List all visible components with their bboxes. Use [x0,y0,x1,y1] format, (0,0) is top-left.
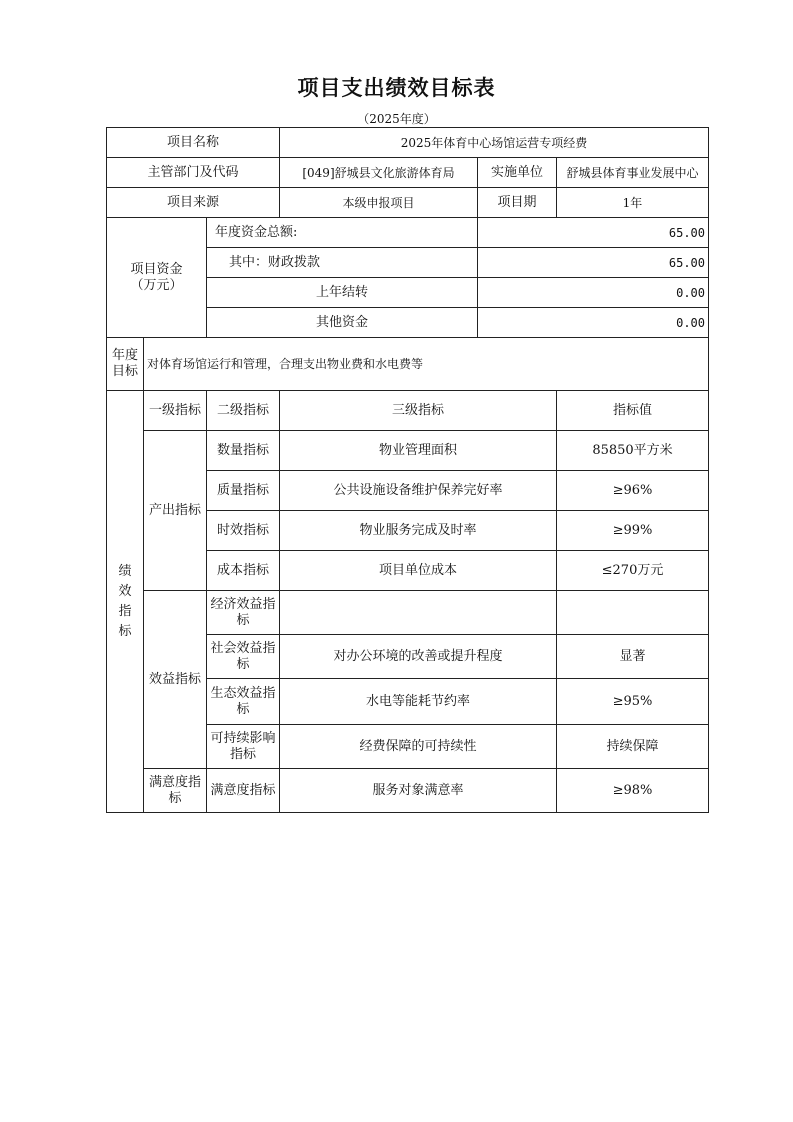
goal-label-line: 目标 [111,364,138,379]
indicator-value: ≥96% [557,471,709,511]
project-name-label: 项目名称 [107,128,280,158]
output-indicator-label: 产出指标 [144,431,207,591]
funds-row-name: 上年结转 [207,278,478,308]
funds-row-name: 年度资金总额: [207,218,478,248]
l3-indicator: 项目单位成本 [280,551,557,591]
l2-indicator: 生态效益指标 [207,679,280,725]
l2-indicator: 经济效益指标 [207,591,280,635]
perf-label-char: 标 [118,623,132,639]
l3-indicator: 对办公环境的改善或提升程度 [280,635,557,679]
l2-indicator: 数量指标 [207,431,280,471]
perf-label-cell [107,391,144,813]
funds-row-value: 0.00 [478,308,709,338]
fiscal-year: （2025年度） [357,112,436,126]
funds-row-name: 其他资金 [207,308,478,338]
funds-row-name: 其中：财政拨款 [207,248,478,278]
project-name-value: 2025年体育中心场馆运营专项经费 [280,128,709,158]
performance-target-table [106,127,709,813]
l3-indicator: 物业管理面积 [280,431,557,471]
funds-label: 项目资金 [130,261,183,277]
l2-indicator: 质量指标 [207,471,280,511]
header-l1: 一级指标 [144,391,207,431]
l3-indicator: 水电等能耗节约率 [280,679,557,725]
period-label: 项目期 [478,188,557,218]
l2-indicator: 成本指标 [207,551,280,591]
l3-indicator [280,591,557,635]
indicator-value: ≥95% [557,679,709,725]
perf-label-char: 效 [118,583,132,599]
funds-row-value: 65.00 [478,218,709,248]
page-title: 项目支出绩效目标表 [297,76,496,100]
dept-label: 主管部门及代码 [107,158,280,188]
goal-label-line: 年度 [111,348,138,363]
funds-row-value: 0.00 [478,278,709,308]
period-value: 1年 [557,188,709,218]
perf-label-char: 绩 [118,563,132,579]
l2-indicator: 可持续影响指标 [207,725,280,769]
dept-value: [049]舒城县文化旅游体育局 [280,158,478,188]
impl-unit-value: 舒城县体育事业发展中心 [557,158,709,188]
impl-unit-label: 实施单位 [478,158,557,188]
l3-indicator: 服务对象满意率 [280,769,557,813]
indicator-value: ≥98% [557,769,709,813]
funds-unit: （万元） [130,277,183,293]
l2-indicator: 时效指标 [207,511,280,551]
indicator-value: ≤270万元 [557,551,709,591]
indicator-value: 85850平方米 [557,431,709,471]
perf-label-char: 指 [118,603,132,619]
header-value: 指标值 [557,391,709,431]
funds-row-value: 65.00 [478,248,709,278]
source-label: 项目来源 [107,188,280,218]
goal-text: 对体育场馆运行和管理，合理支出物业费和水电费等 [144,338,709,391]
indicator-value: ≥99% [557,511,709,551]
l2-indicator: 社会效益指标 [207,635,280,679]
l3-indicator: 物业服务完成及时率 [280,511,557,551]
benefit-indicator-label: 效益指标 [144,591,207,769]
source-value: 本级申报项目 [280,188,478,218]
indicator-value: 显著 [557,635,709,679]
l3-indicator: 经费保障的可持续性 [280,725,557,769]
indicator-value: 持续保障 [557,725,709,769]
header-l3: 三级指标 [280,391,557,431]
goal-label-cell [107,338,144,391]
satisfaction-indicator-label: 满意度指标 [144,769,207,813]
indicator-value [557,591,709,635]
l2-indicator: 满意度指标 [207,769,280,813]
funds-label-cell [107,218,207,338]
l3-indicator: 公共设施设备维护保养完好率 [280,471,557,511]
header-l2: 二级指标 [207,391,280,431]
